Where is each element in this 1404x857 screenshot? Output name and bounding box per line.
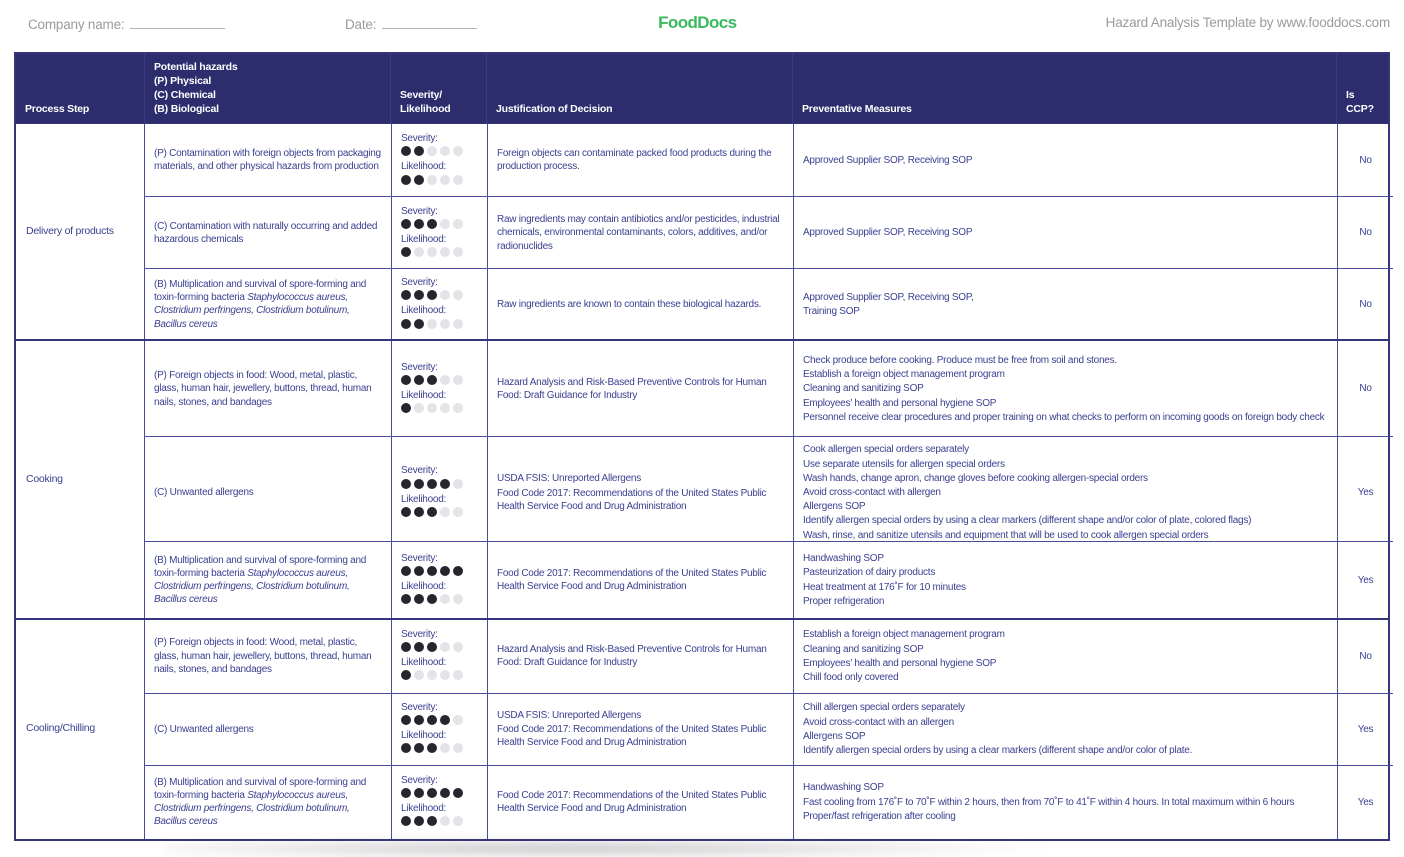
rating-dot-empty <box>440 403 450 413</box>
rating-dot-filled <box>427 507 437 517</box>
hazard-text <box>154 776 382 829</box>
rating-dot-empty <box>453 507 463 517</box>
rating-dot-empty <box>440 743 450 753</box>
likelihood-dots <box>401 403 478 413</box>
severity-label: Severity: <box>401 465 438 477</box>
rating-dot-empty <box>440 146 450 156</box>
preventative-line: Wash, rinse, and sanitize utensils and equipment that will be used to cook allergen special orders <box>803 529 1209 541</box>
rating-dot-filled <box>414 507 424 517</box>
hazard-row <box>145 124 1393 196</box>
rating-dot-empty <box>440 816 450 826</box>
rating-dot-filled <box>401 566 411 576</box>
severity-label: Severity: <box>401 205 438 217</box>
ccp-cell <box>1337 620 1393 693</box>
rating-dot-filled <box>401 375 411 385</box>
preventative-cell <box>793 620 1337 693</box>
rating-dot-filled <box>414 175 424 185</box>
rating-dot-filled <box>414 479 424 489</box>
justification-text <box>497 376 784 402</box>
hazard-text <box>154 147 382 173</box>
severity-dots <box>401 788 478 798</box>
rating-dot-filled <box>414 319 424 329</box>
preventative-text <box>803 154 1328 167</box>
rating-dot-filled <box>401 507 411 517</box>
rating-dot-filled <box>401 743 411 753</box>
rating-dot-filled <box>427 743 437 753</box>
header-is-ccp: Is CCP? <box>1336 54 1392 123</box>
hazard-species-italic: Staphylococcus aureus, Clostridium perfringens, Clostridium botulinum, Bacillus cereus <box>154 292 350 330</box>
hazard-text-segment: (B) Multiplication and survival of spore-forming and toxin-forming bacteria <box>154 776 367 802</box>
severity-label: Severity: <box>401 629 438 641</box>
preventative-cell <box>793 269 1337 339</box>
preventative-line: Proper/fast refrigeration after cooling <box>803 810 956 822</box>
rating-dot-filled <box>453 788 463 798</box>
preventative-cell <box>793 437 1337 547</box>
preventative-line: Wash hands, change apron, change gloves before cooking allergen-special orders <box>803 472 1148 484</box>
rating-dot-filled <box>427 219 437 229</box>
likelihood-label: Likelihood: <box>401 161 447 173</box>
likelihood-label: Likelihood: <box>401 389 447 401</box>
justification-line: Food Code 2017: Recommendations of the United States Public Health Service Food and Drug Administration <box>497 487 767 512</box>
preventative-text <box>803 552 1328 608</box>
severity-likelihood-cell <box>391 269 487 339</box>
ccp-value: Yes <box>1357 487 1374 498</box>
next-page-shadow <box>165 840 1055 857</box>
justification-line: Food Code 2017: Recommendations of the United States Public Health Service Food and Drug Administration <box>497 790 767 815</box>
ccp-value: Yes <box>1357 574 1374 586</box>
severity-label: Severity: <box>401 775 438 787</box>
ccp-cell <box>1337 766 1393 839</box>
hazard-text-segment: (B) Multiplication and survival of spore-forming and toxin-forming bacteria <box>154 279 367 304</box>
severity-dots <box>401 375 478 385</box>
rating-dot-filled <box>401 175 411 185</box>
rating-dot-filled <box>401 788 411 798</box>
preventative-line: Proper refrigeration <box>803 595 885 607</box>
hazard-text <box>154 636 382 676</box>
preventative-cell <box>793 124 1337 196</box>
ccp-value: No <box>1359 383 1372 395</box>
preventative-line: Use separate utensils for allergen special orders <box>803 458 1005 470</box>
rating-dot-empty <box>440 642 450 652</box>
hazard-cell <box>145 197 391 268</box>
ccp-cell <box>1337 124 1393 196</box>
preventative-line: Fast cooling from 176˚F to 70˚F within 2 hours, then from 70˚F to 41˚F within 4 hours. In total maximum within 6 hours <box>803 796 1295 808</box>
preventative-cell <box>793 542 1337 617</box>
company-name-field <box>28 15 225 32</box>
preventative-text <box>803 354 1328 424</box>
preventative-line: Personnel receive clear procedures and proper training on what checks to perform on incoming goods on foreign body check <box>803 411 1325 423</box>
hazard-text <box>154 220 382 246</box>
rating-dot-empty <box>427 146 437 156</box>
rating-dot-filled <box>401 479 411 489</box>
justification-text <box>497 643 784 669</box>
justification-line: Foreign objects can contaminate packed food products during the production process. <box>497 148 772 173</box>
severity-likelihood-cell <box>391 124 487 196</box>
likelihood-dots <box>401 594 478 604</box>
justification-line: Food Code 2017: Recommendations of the United States Public Health Service Food and Drug Administration <box>497 724 767 749</box>
rating-dot-filled <box>414 290 424 300</box>
hazard-row <box>145 693 1393 765</box>
justification-cell <box>487 341 793 436</box>
likelihood-dots <box>401 670 478 680</box>
severity-likelihood-cell <box>391 620 487 693</box>
hazard-text <box>154 554 382 607</box>
rating-dot-filled <box>414 715 424 725</box>
rating-dot-filled <box>401 219 411 229</box>
hazard-text-segment: (P) Foreign objects in food: Wood, metal, plastic, glass, human hair, jewellery, buttons, thread, human nails, stones, and bandages <box>154 370 372 408</box>
preventative-line: Identify allergen special orders by using a clear markers (different shape and/or color of plate. <box>803 744 1193 756</box>
hazard-cell <box>145 437 391 547</box>
ccp-cell <box>1337 341 1393 436</box>
preventative-line: Allergens SOP <box>803 730 866 742</box>
rating-dot-empty <box>453 670 463 680</box>
justification-text <box>497 147 784 173</box>
likelihood-dots <box>401 247 478 257</box>
justification-text <box>497 789 784 815</box>
preventative-line: Chill allergen special orders separately <box>803 702 965 714</box>
process-group <box>16 339 1388 617</box>
rating-dot-empty <box>427 247 437 257</box>
rating-dot-filled <box>427 816 437 826</box>
hazard-row <box>145 268 1393 339</box>
justification-cell <box>487 124 793 196</box>
preventative-line: Cook allergen special orders separately <box>803 444 969 456</box>
hazard-text <box>154 723 382 736</box>
date-label: Date: <box>345 17 377 32</box>
preventative-text <box>803 443 1328 541</box>
preventative-line: Check produce before cooking. Produce must be free from soil and stones. <box>803 354 1117 366</box>
likelihood-dots <box>401 319 478 329</box>
likelihood-label: Likelihood: <box>401 233 447 245</box>
rating-dot-filled <box>427 594 437 604</box>
justification-cell <box>487 437 793 547</box>
justification-line: Raw ingredients may contain antibiotics and/or pesticides, industrial chemicals, environmental contaminants, colors, additives, and/or radionuclides <box>497 214 780 252</box>
preventative-line: Establish a foreign object management program <box>803 369 1005 381</box>
rating-dot-filled <box>440 479 450 489</box>
justification-text <box>497 567 784 593</box>
preventative-text <box>803 628 1328 684</box>
hazard-row <box>145 196 1393 268</box>
group-rows <box>144 124 1393 339</box>
likelihood-dots <box>401 175 478 185</box>
rating-dot-filled <box>427 375 437 385</box>
severity-dots <box>401 219 478 229</box>
preventative-text <box>803 226 1328 239</box>
rating-dot-filled <box>427 290 437 300</box>
rating-dot-filled <box>453 566 463 576</box>
preventative-line: Cleaning and sanitizing SOP <box>803 383 924 395</box>
preventative-cell <box>793 197 1337 268</box>
rating-dot-empty <box>427 670 437 680</box>
justification-cell <box>487 694 793 765</box>
preventative-text <box>803 701 1328 757</box>
preventative-cell <box>793 766 1337 839</box>
ccp-value: No <box>1359 227 1372 239</box>
hazard-text-segment: (C) Unwanted allergens <box>154 487 254 498</box>
hazard-cell <box>145 124 391 196</box>
rating-dot-empty <box>453 219 463 229</box>
process-group <box>16 124 1388 339</box>
preventative-line: Identify allergen special orders by using a clear markers (different shape and/or color of plate, colored flags) <box>803 515 1252 527</box>
severity-label: Severity: <box>401 552 438 564</box>
severity-dots <box>401 290 478 300</box>
rating-dot-filled <box>414 642 424 652</box>
preventative-line: Handwashing SOP <box>803 553 884 565</box>
ccp-cell <box>1337 269 1393 339</box>
justification-text <box>497 298 784 311</box>
severity-likelihood-cell <box>391 341 487 436</box>
rating-dot-empty <box>453 403 463 413</box>
hazard-text <box>154 486 382 499</box>
preventative-line: Avoid cross-contact with an allergen <box>803 716 954 728</box>
justification-line: Hazard Analysis and Risk-Based Preventive Controls for Human Food: Draft Guidance for Industry <box>497 644 767 669</box>
rating-dot-empty <box>440 594 450 604</box>
likelihood-label: Likelihood: <box>401 803 447 815</box>
rating-dot-empty <box>453 247 463 257</box>
hazard-cell <box>145 542 391 617</box>
preventative-line: Pasteurization of dairy products <box>803 567 936 579</box>
rating-dot-filled <box>401 670 411 680</box>
justification-text <box>497 213 784 253</box>
rating-dot-empty <box>440 175 450 185</box>
rating-dot-filled <box>427 479 437 489</box>
ccp-value: Yes <box>1357 796 1374 808</box>
preventative-line: Approved Supplier SOP, Receiving SOP, <box>803 291 974 303</box>
preventative-cell <box>793 694 1337 765</box>
rating-dot-filled <box>427 566 437 576</box>
rating-dot-filled <box>414 375 424 385</box>
severity-label: Severity: <box>401 702 438 714</box>
rating-dot-empty <box>453 146 463 156</box>
rating-dot-empty <box>453 743 463 753</box>
severity-dots <box>401 146 478 156</box>
hazard-row <box>145 620 1393 693</box>
header-justification: Justification of Decision <box>486 54 792 123</box>
hazard-text-segment: (P) Contamination with foreign objects from packaging materials, and other physical hazards from production <box>154 148 381 173</box>
ccp-cell <box>1337 694 1393 765</box>
preventative-text <box>803 291 1328 318</box>
header-severity-likelihood: Severity/ Likelihood <box>390 54 486 123</box>
fooddocs-logo: FoodDocs <box>658 13 737 32</box>
justification-line: Food Code 2017: Recommendations of the United States Public Health Service Food and Drug Administration <box>497 567 767 593</box>
table-body <box>16 124 1388 838</box>
preventative-line: Employees’ health and personal hygiene SOP <box>803 397 997 409</box>
hazard-species-italic: Staphylococcus aureus, Clostridium perfringens, Clostridium botulinum, Bacillus cereus <box>154 790 350 828</box>
rating-dot-empty <box>453 594 463 604</box>
hazard-cell <box>145 269 391 339</box>
justification-text <box>497 472 784 513</box>
rating-dot-empty <box>440 507 450 517</box>
ccp-cell <box>1337 542 1393 617</box>
severity-label: Severity: <box>401 277 438 289</box>
preventative-line: Allergens SOP <box>803 501 866 513</box>
hazard-row <box>145 341 1393 436</box>
rating-dot-filled <box>414 219 424 229</box>
group-rows <box>144 620 1393 839</box>
rating-dot-filled <box>414 816 424 826</box>
company-name-blank-line <box>130 15 225 29</box>
rating-dot-filled <box>440 566 450 576</box>
rating-dot-empty <box>440 319 450 329</box>
rating-dot-empty <box>453 319 463 329</box>
rating-dot-empty <box>427 319 437 329</box>
rating-dot-empty <box>440 670 450 680</box>
preventative-line: Heat treatment at 176˚F for 10 minutes <box>803 581 966 593</box>
preventative-line: Chill food only covered <box>803 671 899 683</box>
likelihood-label: Likelihood: <box>401 581 447 593</box>
rating-dot-filled <box>401 715 411 725</box>
justification-cell <box>487 197 793 268</box>
justification-line: USDA FSIS: Unreported Allergens <box>497 473 641 485</box>
severity-likelihood-cell <box>391 694 487 765</box>
hazard-text-segment: (C) Contamination with naturally occurring and added hazardous chemicals <box>154 220 378 245</box>
rating-dot-empty <box>440 247 450 257</box>
justification-cell <box>487 766 793 839</box>
process-group <box>16 618 1388 839</box>
severity-dots <box>401 566 478 576</box>
header-preventative-measures: Preventative Measures <box>792 54 1336 123</box>
rating-dot-filled <box>401 642 411 652</box>
rating-dot-filled <box>401 403 411 413</box>
justification-line: Raw ingredients are known to contain these biological hazards. <box>497 298 762 310</box>
ccp-value: No <box>1359 650 1372 662</box>
rating-dot-filled <box>427 642 437 652</box>
header-process-step: Process Step <box>25 102 90 115</box>
rating-dot-filled <box>401 290 411 300</box>
rating-dot-empty <box>414 403 424 413</box>
ccp-cell <box>1337 197 1393 268</box>
ccp-value: Yes <box>1357 723 1374 735</box>
severity-dots <box>401 642 478 652</box>
justification-cell <box>487 542 793 617</box>
hazard-cell <box>145 766 391 839</box>
process-step-cell: Cooking <box>26 472 63 485</box>
rating-dot-filled <box>401 816 411 826</box>
hazard-cell <box>145 341 391 436</box>
rating-dot-empty <box>453 290 463 300</box>
justification-cell <box>487 620 793 693</box>
date-field <box>345 15 477 32</box>
rating-dot-filled <box>414 566 424 576</box>
preventative-line: Employees’ health and personal hygiene SOP <box>803 657 997 669</box>
likelihood-label: Likelihood: <box>401 730 447 742</box>
justification-text <box>497 709 784 750</box>
process-step-cell: Delivery of products <box>26 225 114 237</box>
ccp-cell <box>1337 437 1393 547</box>
rating-dot-empty <box>427 403 437 413</box>
severity-likelihood-cell <box>391 766 487 839</box>
rating-dot-filled <box>427 788 437 798</box>
likelihood-label: Likelihood: <box>401 305 447 317</box>
rating-dot-empty <box>453 715 463 725</box>
severity-likelihood-cell <box>391 437 487 547</box>
preventative-line: Establish a foreign object management program <box>803 629 1005 641</box>
preventative-line: Training SOP <box>803 305 860 317</box>
rating-dot-filled <box>401 247 411 257</box>
rating-dot-empty <box>453 816 463 826</box>
process-step-cell: Cooling/Chilling <box>26 722 95 735</box>
justification-cell <box>487 269 793 339</box>
rating-dot-empty <box>453 375 463 385</box>
preventative-line: Approved Supplier SOP, Receiving SOP <box>803 154 973 166</box>
likelihood-dots <box>401 743 478 753</box>
preventative-text <box>803 781 1328 823</box>
hazard-text-segment: (C) Unwanted allergens <box>154 723 254 735</box>
rating-dot-empty <box>414 247 424 257</box>
rating-dot-filled <box>440 715 450 725</box>
rating-dot-filled <box>401 594 411 604</box>
rating-dot-filled <box>414 146 424 156</box>
severity-likelihood-cell <box>391 197 487 268</box>
rating-dot-empty <box>440 375 450 385</box>
severity-dots <box>401 479 478 489</box>
rating-dot-empty <box>440 219 450 229</box>
ccp-value: No <box>1359 154 1372 166</box>
hazard-text <box>154 278 382 331</box>
rating-dot-empty <box>453 175 463 185</box>
hazard-species-italic: Staphylococcus aureus, Clostridium perfringens, Clostridium botulinum, Bacillus cereus <box>154 567 350 606</box>
hazard-text <box>154 369 382 409</box>
likelihood-dots <box>401 507 478 517</box>
justification-line: USDA FSIS: Unreported Allergens <box>497 709 641 721</box>
table-header-row <box>16 54 1388 124</box>
preventative-line: Avoid cross-contact with allergen <box>803 487 941 498</box>
hazard-analysis-table <box>14 52 1390 841</box>
severity-likelihood-cell <box>391 542 487 617</box>
preventative-line: Cleaning and sanitizing SOP <box>803 643 924 655</box>
rating-dot-filled <box>401 146 411 156</box>
date-blank-line <box>382 15 477 29</box>
rating-dot-empty <box>440 290 450 300</box>
rating-dot-filled <box>427 715 437 725</box>
hazard-text-segment: (P) Foreign objects in food: Wood, metal, plastic, glass, human hair, jewellery, buttons, thread, human nails, stones, and bandages <box>154 637 372 675</box>
rating-dot-empty <box>453 642 463 652</box>
rating-dot-empty <box>453 479 463 489</box>
justification-line: Hazard Analysis and Risk-Based Preventive Controls for Human Food: Draft Guidance for Industry <box>497 376 767 401</box>
preventative-cell <box>793 341 1337 436</box>
topbar <box>0 0 1404 52</box>
company-name-label: Company name: <box>28 17 125 32</box>
severity-label: Severity: <box>401 133 438 145</box>
severity-dots <box>401 715 478 725</box>
hazard-row <box>145 541 1393 617</box>
hazard-cell <box>145 694 391 765</box>
rating-dot-filled <box>401 319 411 329</box>
hazard-text-segment: (B) Multiplication and survival of spore-forming and toxin-forming bacteria <box>154 554 367 579</box>
rating-dot-empty <box>427 175 437 185</box>
group-rows <box>144 341 1393 617</box>
rating-dot-filled <box>440 788 450 798</box>
header-potential-hazards: Potential hazards (P) Physical (C) Chemical (B) Biological <box>144 54 390 123</box>
rating-dot-filled <box>414 594 424 604</box>
rating-dot-filled <box>414 788 424 798</box>
hazard-cell <box>145 620 391 693</box>
likelihood-dots <box>401 816 478 826</box>
hazard-row <box>145 436 1393 541</box>
preventative-line: Handwashing SOP <box>803 782 884 794</box>
preventative-line: Approved Supplier SOP, Receiving SOP <box>803 227 973 239</box>
severity-label: Severity: <box>401 361 438 373</box>
likelihood-label: Likelihood: <box>401 657 447 669</box>
likelihood-label: Likelihood: <box>401 493 447 505</box>
ccp-value: No <box>1359 298 1372 310</box>
document-title: Hazard Analysis Template by www.fooddocs.com <box>1105 15 1390 30</box>
rating-dot-filled <box>414 743 424 753</box>
rating-dot-empty <box>414 670 424 680</box>
hazard-row <box>145 765 1393 839</box>
